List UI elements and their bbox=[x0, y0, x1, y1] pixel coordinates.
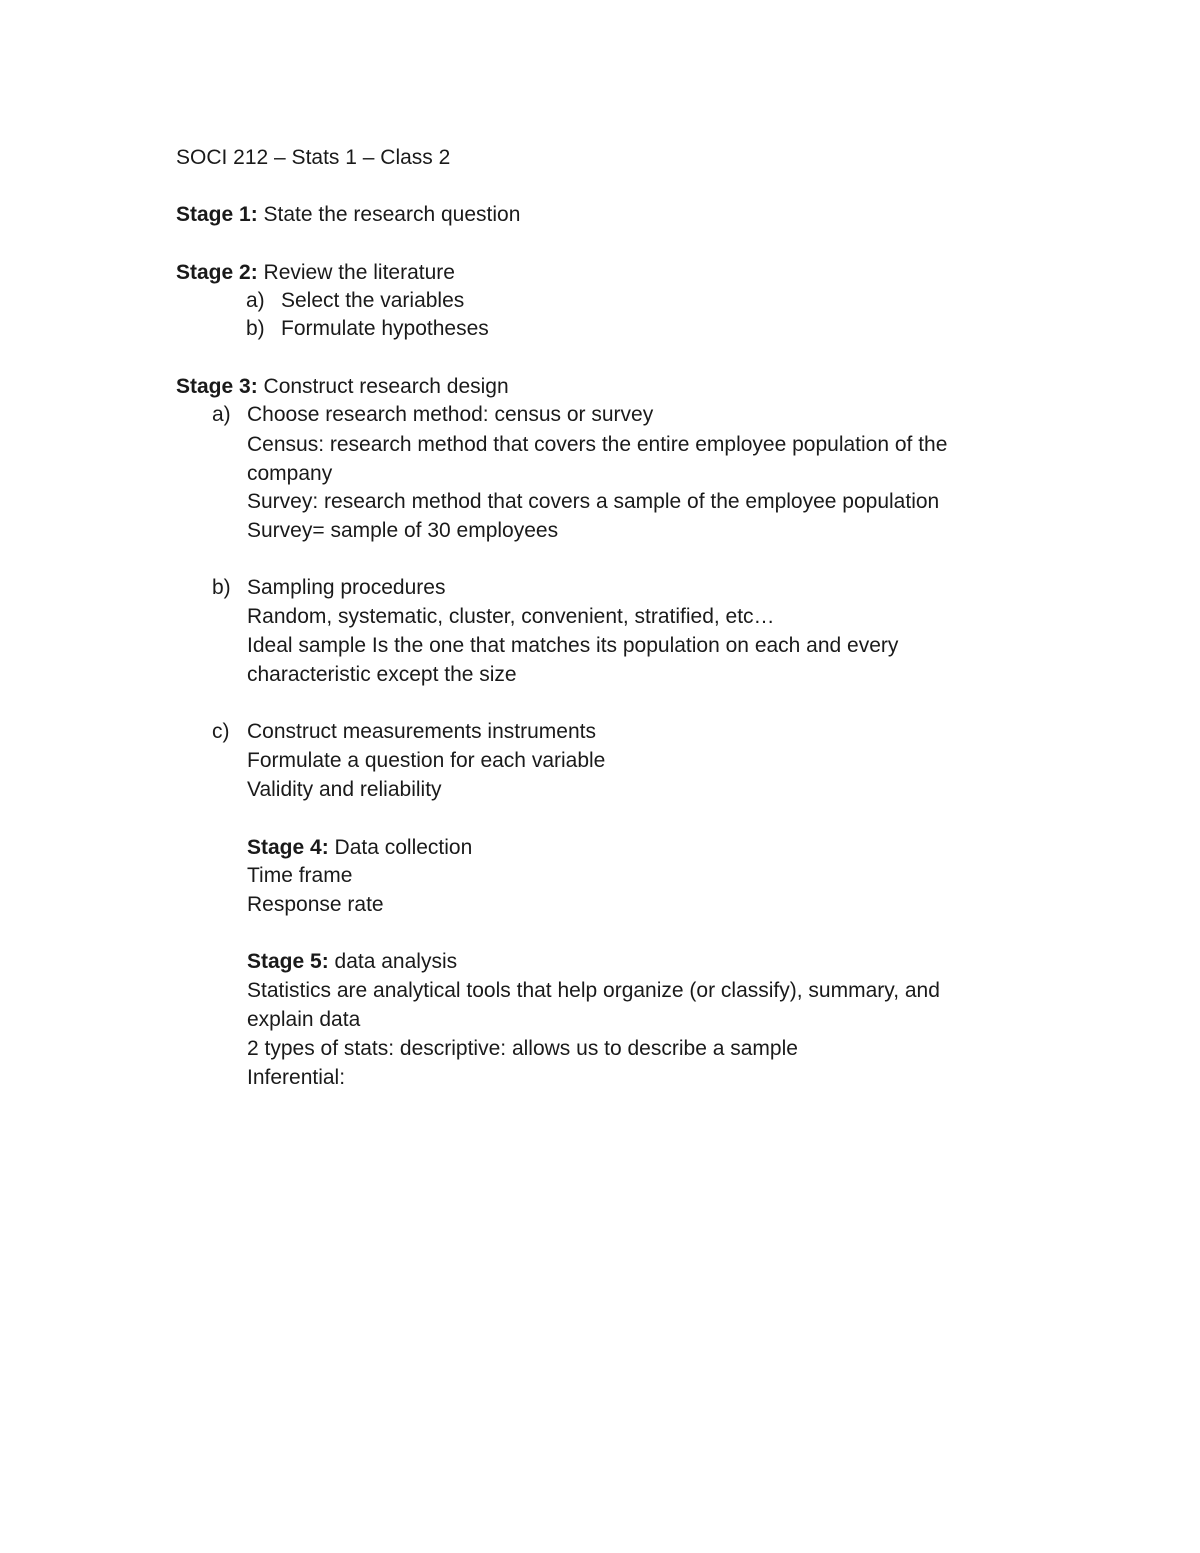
stage-3-a-line-5: Survey= sample of 30 employees bbox=[247, 519, 559, 542]
stage-3-line bbox=[176, 376, 509, 397]
stage-3-c-line-3: Validity and reliability bbox=[247, 778, 442, 801]
stage-5-line-3: 2 types of stats: descriptive: allows us to describe a sample bbox=[247, 1037, 798, 1060]
stage-5-text: data analysis bbox=[328, 950, 458, 973]
stage-5-line-1: Statistics are analytical tools that help organize (or classify), summary, and bbox=[247, 979, 940, 1002]
stage-4-line-2: Response rate bbox=[247, 893, 384, 916]
stage-2-text: Review the literature bbox=[257, 261, 455, 284]
stage-1-label: Stage 1: bbox=[176, 203, 258, 226]
stage-3-b-line-4: characteristic except the size bbox=[247, 663, 517, 686]
stage-4-line-1: Time frame bbox=[247, 864, 353, 887]
stage-4-line bbox=[247, 837, 472, 858]
document-header: SOCI 212 – Stats 1 – Class 2 bbox=[176, 146, 451, 169]
stage-3-c-line-1: Construct measurements instruments bbox=[247, 720, 596, 743]
stage-1-line bbox=[176, 204, 520, 225]
stage-2-line bbox=[176, 262, 455, 283]
stage-3-b-line-1: Sampling procedures bbox=[247, 576, 446, 599]
stage-3-a-line-1: Choose research method: census or survey bbox=[247, 403, 654, 426]
stage-4-label: Stage 4: bbox=[247, 836, 329, 859]
stage-3-a-line-3: company bbox=[247, 462, 333, 485]
stage-2-item-a: Select the variables bbox=[281, 289, 465, 312]
stage-4-text: Data collection bbox=[328, 836, 473, 859]
stage-2-marker-b: b) bbox=[246, 317, 265, 340]
stage-3-label: Stage 3: bbox=[176, 375, 258, 398]
stage-3-c-line-2: Formulate a question for each variable bbox=[247, 749, 606, 772]
stage-3-a-line-2: Census: research method that covers the entire employee population of the bbox=[247, 433, 948, 456]
stage-5-line bbox=[247, 951, 457, 972]
stage-3-marker-b: b) bbox=[212, 576, 231, 599]
stage-3-marker-a: a) bbox=[212, 403, 231, 426]
stage-3-a-line-4: Survey: research method that covers a sample of the employee population bbox=[247, 490, 940, 513]
stage-3-marker-c: c) bbox=[212, 720, 230, 743]
stage-5-line-2: explain data bbox=[247, 1008, 361, 1031]
stage-2-label: Stage 2: bbox=[176, 261, 258, 284]
stage-3-b-line-2: Random, systematic, cluster, convenient, stratified, etc… bbox=[247, 605, 775, 628]
stage-5-label: Stage 5: bbox=[247, 950, 329, 973]
stage-5-line-4: Inferential: bbox=[247, 1066, 346, 1089]
stage-3-text: Construct research design bbox=[257, 375, 509, 398]
stage-1-text: State the research question bbox=[257, 203, 521, 226]
stage-2-item-b: Formulate hypotheses bbox=[281, 317, 489, 340]
stage-2-marker-a: a) bbox=[246, 289, 265, 312]
stage-3-b-line-3: Ideal sample Is the one that matches its population on each and every bbox=[247, 634, 899, 657]
